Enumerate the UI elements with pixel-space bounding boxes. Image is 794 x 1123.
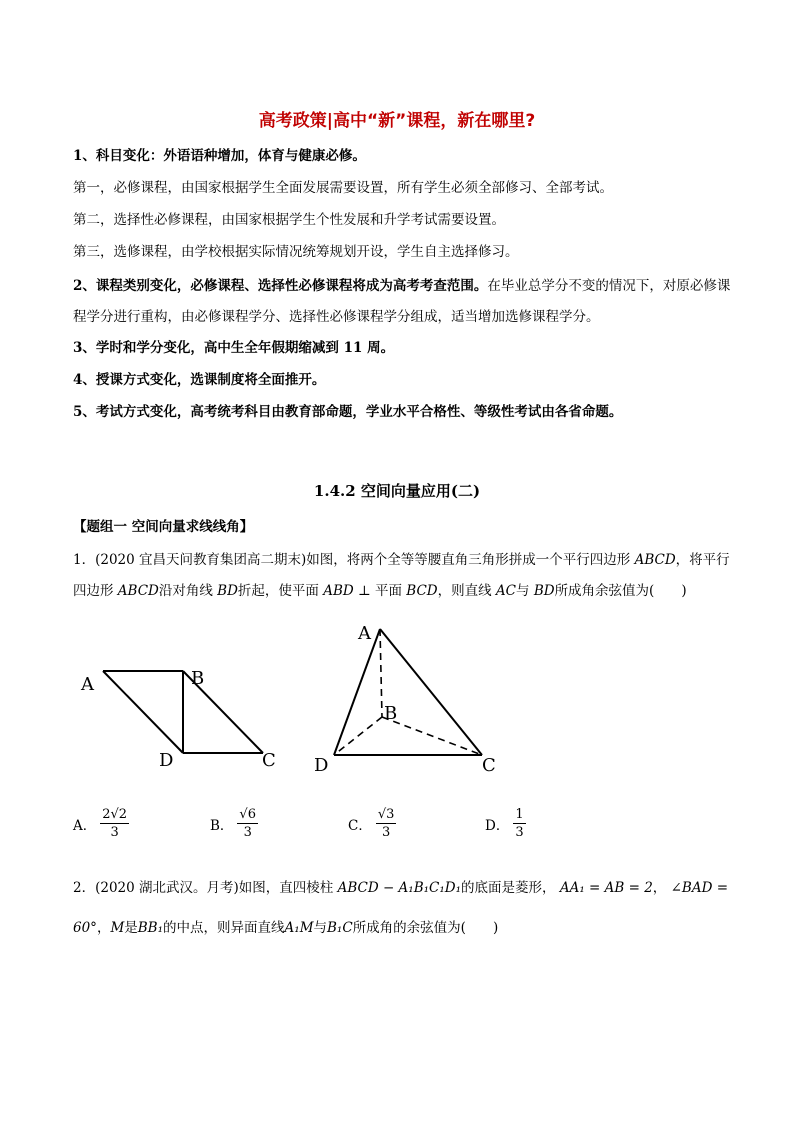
policy-item-2-bold: 2、课程类别变化，必修课程、选择性必修课程将成为高考考查范围。 xyxy=(73,278,488,294)
q2-math-a1m: A₁M xyxy=(284,920,314,936)
figure-parallelogram xyxy=(75,660,290,775)
choice-a-numerator: 2√2 xyxy=(102,807,128,822)
edge-ab-hidden xyxy=(380,629,382,717)
policy-paragraph-second: 第二，选择性必修课程，由国家根据学生个性发展和升学考试需要设置。 xyxy=(73,212,505,228)
choice-a-denominator: 3 xyxy=(110,825,119,840)
choice-b-numerator: √6 xyxy=(239,807,256,822)
q1-text: 1．(2020 宜昌天问教育集团高二期末)如图，将两个全等等腰直角三角形拼成一个平行四边形 xyxy=(73,552,631,568)
choice-a[interactable] xyxy=(73,806,129,841)
choice-d[interactable] xyxy=(485,806,526,841)
choice-c-numerator: √3 xyxy=(377,807,395,822)
vertex-label-b: B xyxy=(384,703,398,724)
q1-text: ，则直线 xyxy=(437,583,492,599)
q1-math-bd: BD xyxy=(533,583,555,599)
q1-math-bd: BD xyxy=(217,583,238,599)
q2-math-m: M xyxy=(110,920,125,936)
q1-math-abd: ABD xyxy=(323,583,354,599)
choice-d-fraction xyxy=(513,806,525,841)
q2-math-bb1: BB₁ xyxy=(137,920,164,936)
policy-item-3: 3、学时和学分变化，高中生全年假期缩减到 11 周。 xyxy=(73,340,395,356)
q1-text: 沿对角线 xyxy=(158,583,213,599)
q2-math-prism: ABCD − A₁B₁C₁D₁ xyxy=(337,880,462,896)
q2-text: 是 xyxy=(124,920,138,936)
choice-a-fraction xyxy=(100,806,129,841)
choice-c-denominator: 3 xyxy=(381,825,391,840)
vertex-label-d: D xyxy=(159,750,174,771)
q1-math-abcd: ABCD xyxy=(634,552,676,568)
policy-paragraph-third: 第三，选修课程，由学校根据实际情况统筹规划开设，学生自主选择修习。 xyxy=(73,244,519,260)
choice-c-label: C． xyxy=(348,817,372,834)
choice-b-denominator: 3 xyxy=(243,825,252,840)
q2-text: ， xyxy=(652,880,667,896)
q2-text: 所成角的余弦值为( ) xyxy=(352,920,499,936)
q1-math-bcd: BCD xyxy=(406,583,438,599)
q2-math-angle: ∠BAD = 60° xyxy=(73,880,729,936)
edge-da xyxy=(103,671,183,753)
q2-text: 的中点，则异面直线 xyxy=(163,920,285,936)
vertex-label-b: B xyxy=(191,668,205,689)
choice-b-fraction xyxy=(237,806,258,841)
question-2 xyxy=(73,868,734,948)
policy-item-5: 5、考试方式变化，高考统考科目由教育部命题，学业水平合格性、等级性考试由各省命题。 xyxy=(73,404,623,420)
q2-text: 与 xyxy=(313,920,328,936)
choice-d-denominator: 3 xyxy=(515,825,524,840)
q2-math-edge-equation: AA₁ = AB = 2 xyxy=(559,880,653,896)
q1-text: 所成角余弦值为( ) xyxy=(554,583,687,599)
policy-item-1: 1、科目变化：外语语种增加，体育与健康必修。 xyxy=(73,148,366,164)
q1-text: ⊥ 平面 xyxy=(353,583,407,599)
choice-c-fraction xyxy=(376,806,397,841)
q2-text: ， xyxy=(96,920,111,936)
question-1 xyxy=(73,545,734,607)
choice-d-numerator: 1 xyxy=(515,807,524,822)
choice-d-label: D． xyxy=(485,817,510,834)
choice-b-label: B． xyxy=(210,817,234,834)
q1-math-ac: AC xyxy=(495,583,517,599)
q2-text: 2．(2020 湖北武汉。月考)如图，直四棱柱 xyxy=(73,880,334,896)
policy-paragraph-first: 第一，必修课程，由国家根据学生全面发展需要设置，所有学生必须全部修习、全部考试。 xyxy=(73,180,613,196)
vertex-label-c: C xyxy=(262,750,276,771)
choice-a-label: A． xyxy=(73,817,97,834)
vertex-label-a: A xyxy=(358,623,371,644)
choice-c[interactable] xyxy=(348,806,396,841)
q2-math-b1c: B₁C xyxy=(327,920,353,936)
vertex-label-a: A xyxy=(81,674,94,695)
q1-math-abcd: ABCD xyxy=(117,583,159,599)
page-title: 高考政策|高中“新”课程，新在哪里? xyxy=(258,111,536,131)
edge-ad xyxy=(334,629,380,755)
q1-text: 与 xyxy=(516,583,530,599)
vertex-label-c: C xyxy=(482,755,496,776)
q1-text: ，将平行四边形 xyxy=(73,552,730,599)
problem-group-title: 【题组一 空间向量求线线角】 xyxy=(73,519,254,535)
vertex-label-d: D xyxy=(314,755,329,776)
figure-tetrahedron xyxy=(310,615,510,780)
q1-text: 折起，使平面 xyxy=(237,583,319,599)
policy-item-2 xyxy=(73,271,734,333)
q2-text: 的底面是菱形， xyxy=(461,880,556,896)
policy-item-2-rest: 在毕业总学分不变的情况下，对原必修课程学分进行重构，由必修课程学分、选择性必修课程学分组成，适当增加选修课程学分。 xyxy=(73,278,731,325)
choice-b[interactable] xyxy=(210,806,258,841)
policy-item-4: 4、授课方式变化，选课制度将全面推开。 xyxy=(73,372,326,388)
section-heading: 1.4.2 空间向量应用(二) xyxy=(313,482,481,500)
